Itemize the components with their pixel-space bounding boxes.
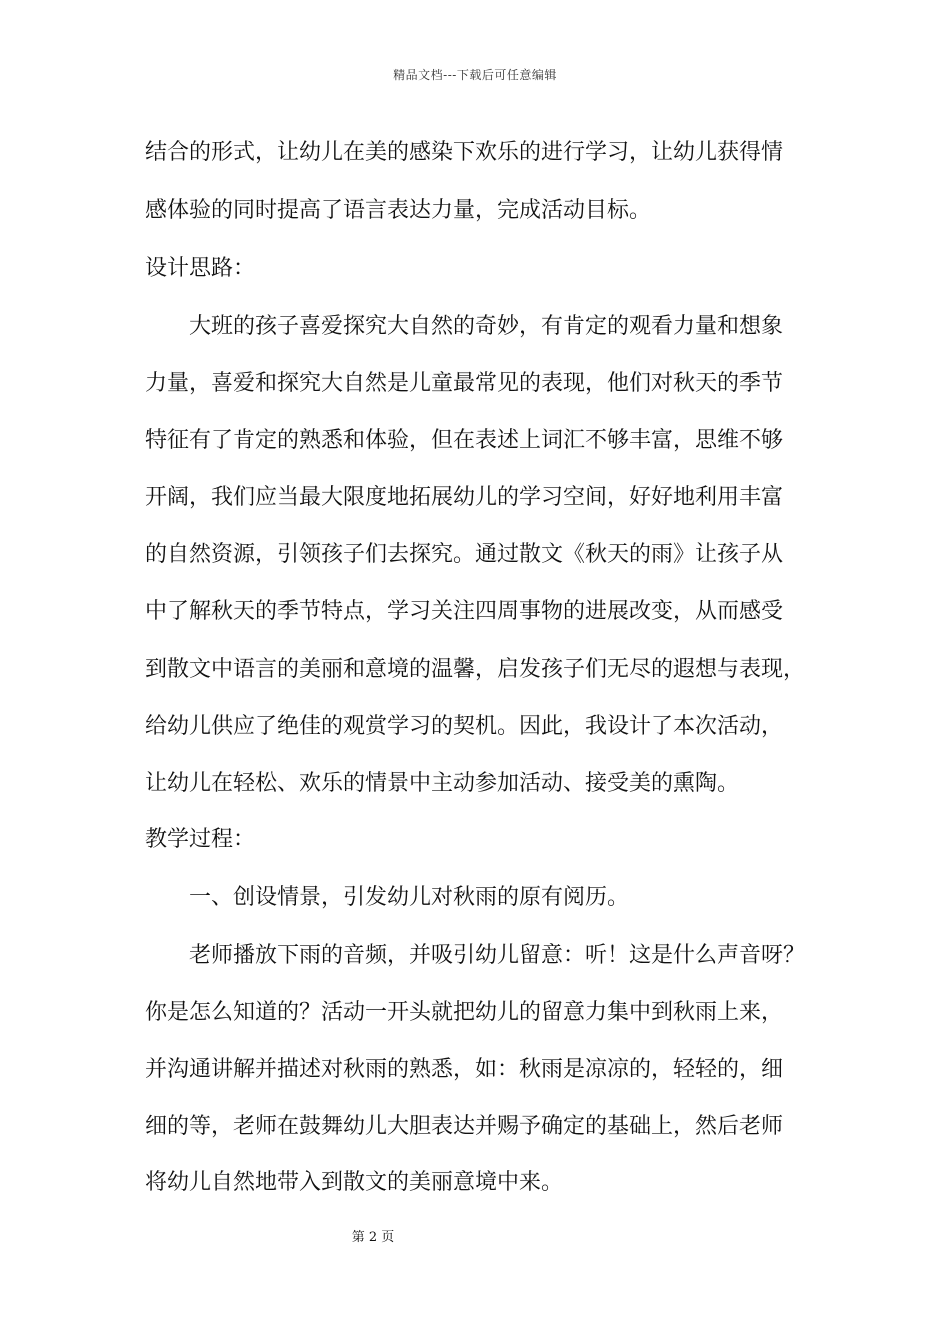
text-line: 大班的孩子喜爱探究大自然的奇妙，有肯定的观看力量和想象 bbox=[145, 314, 784, 339]
text-line: 细的等，老师在鼓舞幼儿大胆表达并赐予确定的基础上，然后老师 bbox=[145, 1114, 784, 1139]
text-line: 开阔，我们应当最大限度地拓展幼儿的学习空间，好好地利用丰富 bbox=[145, 485, 784, 510]
text-line: 中了解秋天的季节特点，学习关注四周事物的进展改变，从而感受 bbox=[145, 599, 784, 624]
text-line: 并沟通讲解并描述对秋雨的熟悉，如：秋雨是凉凉的，轻轻的，细 bbox=[145, 1057, 784, 1082]
text-line: 你是怎么知道的？活动一开头就把幼儿的留意力集中到秋雨上来， bbox=[145, 1000, 784, 1025]
section-heading: 设计思路： bbox=[145, 256, 256, 281]
text-line: 一、创设情景，引发幼儿对秋雨的原有阅历。 bbox=[145, 885, 630, 910]
text-line: 让幼儿在轻松、欢乐的情景中主动参加活动、接受美的熏陶。 bbox=[145, 771, 740, 796]
section-heading: 教学过程： bbox=[145, 827, 256, 852]
text-line: 到散文中语言的美丽和意境的温馨，启发孩子们无尽的遐想与表现， bbox=[145, 657, 806, 682]
text-line: 的自然资源，引领孩子们去探究。通过散文《秋天的雨》让孩子从 bbox=[145, 542, 784, 567]
text-line: 感体验的同时提高了语言表达力量，完成活动目标。 bbox=[145, 198, 652, 223]
text-line: 结合的形式，让幼儿在美的感染下欢乐的进行学习，让幼儿获得情 bbox=[145, 140, 784, 165]
text-line: 力量，喜爱和探究大自然是儿童最常见的表现，他们对秋天的季节 bbox=[145, 371, 784, 396]
text-line: 将幼儿自然地带入到散文的美丽意境中来。 bbox=[145, 1170, 564, 1195]
page-number: 第 2 页 bbox=[351, 1230, 395, 1245]
text-line: 老师播放下雨的音频，并吸引幼儿留意：听！这是什么声音呀？ bbox=[145, 943, 806, 968]
page-header: 精品文档---下载后可任意编辑 bbox=[393, 68, 557, 82]
text-line: 特征有了肯定的熟悉和体验，但在表述上词汇不够丰富，思维不够 bbox=[145, 428, 784, 453]
text-line: 给幼儿供应了绝佳的观赏学习的契机。因此，我设计了本次活动， bbox=[145, 714, 784, 739]
